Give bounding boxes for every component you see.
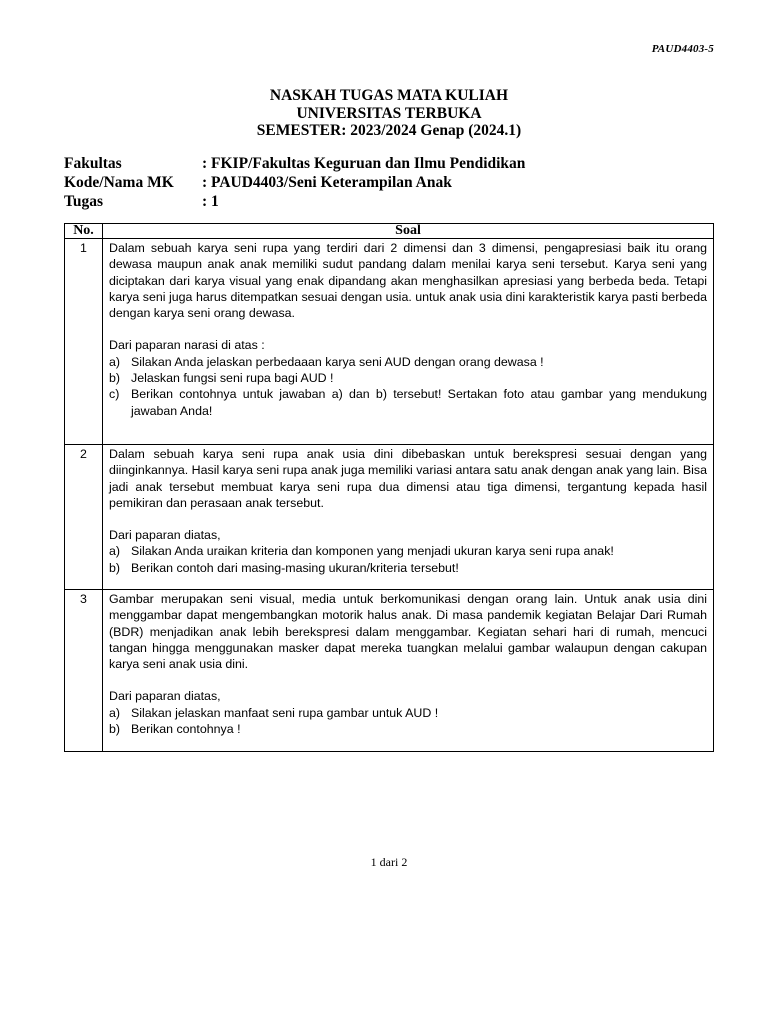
sub-question-text: Berikan contohnya ! xyxy=(131,722,241,737)
sub-question-list xyxy=(109,354,707,419)
heading-line-3: SEMESTER: 2023/2024 Genap (2024.1) xyxy=(256,122,522,139)
sub-question-list xyxy=(109,705,707,738)
questions-table xyxy=(64,223,714,752)
sub-question-marker: c) xyxy=(109,387,120,402)
sub-question xyxy=(109,560,707,576)
sub-question xyxy=(109,721,707,737)
course-info xyxy=(64,154,525,211)
sub-question xyxy=(109,370,707,386)
sub-question-marker: b) xyxy=(109,722,121,737)
meta-value: : FKIP/Fakultas Keguruan dan Ilmu Pendidikan xyxy=(202,155,526,172)
sub-question xyxy=(109,354,707,370)
question-row-3 xyxy=(65,590,714,752)
meta-label: Fakultas xyxy=(64,155,122,172)
meta-row-fakultas xyxy=(64,154,525,173)
meta-label: Tugas xyxy=(64,193,104,210)
sub-question xyxy=(109,386,707,419)
meta-value: : PAUD4403/Seni Keterampilan Anak xyxy=(202,174,452,191)
question-paragraph: Dalam sebuah karya seni rupa anak usia dini dibebaskan untuk berekspresi sesuai dengan yang diinginkannya. Hasil karya seni rupa anak juga memiliki variasi antara satu anak dengan anak yang lain. Bisa jadi anak tersebut membuat karya seni rupa dua dimensi atau tiga dimensi, tergantung kepada hasil pemikiran dan perasaan anak tersebut. xyxy=(109,447,707,510)
question-lead: Dari paparan diatas, xyxy=(109,689,221,704)
sub-question-text: Silakan Anda uraikan kriteria dan komponen yang menjadi ukuran karya seni rupa anak! xyxy=(131,544,614,559)
sub-question-list xyxy=(109,543,707,576)
meta-label: Kode/Nama MK xyxy=(64,174,174,191)
question-content xyxy=(103,590,714,752)
course-code: PAUD4403-5 xyxy=(651,43,714,55)
page-number: 1 dari 2 xyxy=(370,855,408,869)
question-number: 1 xyxy=(65,239,103,445)
sub-question-text: Berikan contohnya untuk jawaban a) dan b) tersebut! Sertakan foto atau gambar yang mendukung jawaban Anda! xyxy=(131,387,707,418)
heading-line-2: UNIVERSITAS TERBUKA xyxy=(296,104,482,122)
question-content xyxy=(103,445,714,590)
heading-line-1: NASKAH TUGAS MATA KULIAH xyxy=(269,87,509,104)
sub-question xyxy=(109,705,707,721)
sub-question-marker: a) xyxy=(109,544,121,559)
sub-question-text: Silakan Anda jelaskan perbedaaan karya seni AUD dengan orang dewasa ! xyxy=(131,354,544,369)
meta-row-tugas xyxy=(64,192,525,211)
question-lead: Dari paparan narasi di atas : xyxy=(109,338,265,353)
sub-question-marker: b) xyxy=(109,371,121,386)
column-header-soal: Soal xyxy=(103,224,714,239)
question-content xyxy=(103,239,714,445)
meta-row-kode-mk xyxy=(64,173,525,192)
question-paragraph: Gambar merupakan seni visual, media untuk berkomunikasi dengan orang lain. Untuk anak usia dini menggambar dapat mengembangkan motorik halus anak. Di masa pandemik kegiatan Belajar Dari Rumah (BDR) menjadikan anak lebih berekspresi dalam menggambar. Kegiatan sehari hari di rumah, mencuci tangan hingga menggunakan masker dapat mereka tuangkan melalui gambar walaupun dengan cakupan karya seni anak usia dini. xyxy=(109,592,707,672)
table-header-row xyxy=(65,224,714,239)
question-row-1 xyxy=(65,239,714,445)
sub-question-text: Jelaskan fungsi seni rupa bagi AUD ! xyxy=(131,371,334,386)
question-row-2 xyxy=(65,445,714,590)
question-number: 2 xyxy=(65,445,103,590)
column-header-no: No. xyxy=(65,224,103,239)
sub-question-marker: a) xyxy=(109,354,121,369)
document-heading xyxy=(0,87,768,140)
question-paragraph: Dalam sebuah karya seni rupa yang terdiri dari 2 dimensi dan 3 dimensi, pengapresiasi baik itu orang dewasa maupun anak anak memiliki sudut pandang dalam menilai karya seni tersebut. Karya seni yang diciptakan dari karya visual yang enak dipandang akan menghasilkan apresiasi yang berbeda beda. Tetapi karya seni juga harus ditempatkan sesuai dengan usia. untuk anak usia dini karakteristik karya pasti berbeda dengan karya seni orang dewasa. xyxy=(109,241,707,321)
sub-question-text: Silakan jelaskan manfaat seni rupa gambar untuk AUD ! xyxy=(131,705,439,720)
sub-question-text: Berikan contoh dari masing-masing ukuran/kriteria tersebut! xyxy=(131,560,459,575)
sub-question-marker: b) xyxy=(109,560,121,575)
question-number: 3 xyxy=(65,590,103,752)
question-lead: Dari paparan diatas, xyxy=(109,528,221,543)
meta-value: : 1 xyxy=(202,193,219,210)
sub-question xyxy=(109,543,707,559)
sub-question-marker: a) xyxy=(109,705,121,720)
